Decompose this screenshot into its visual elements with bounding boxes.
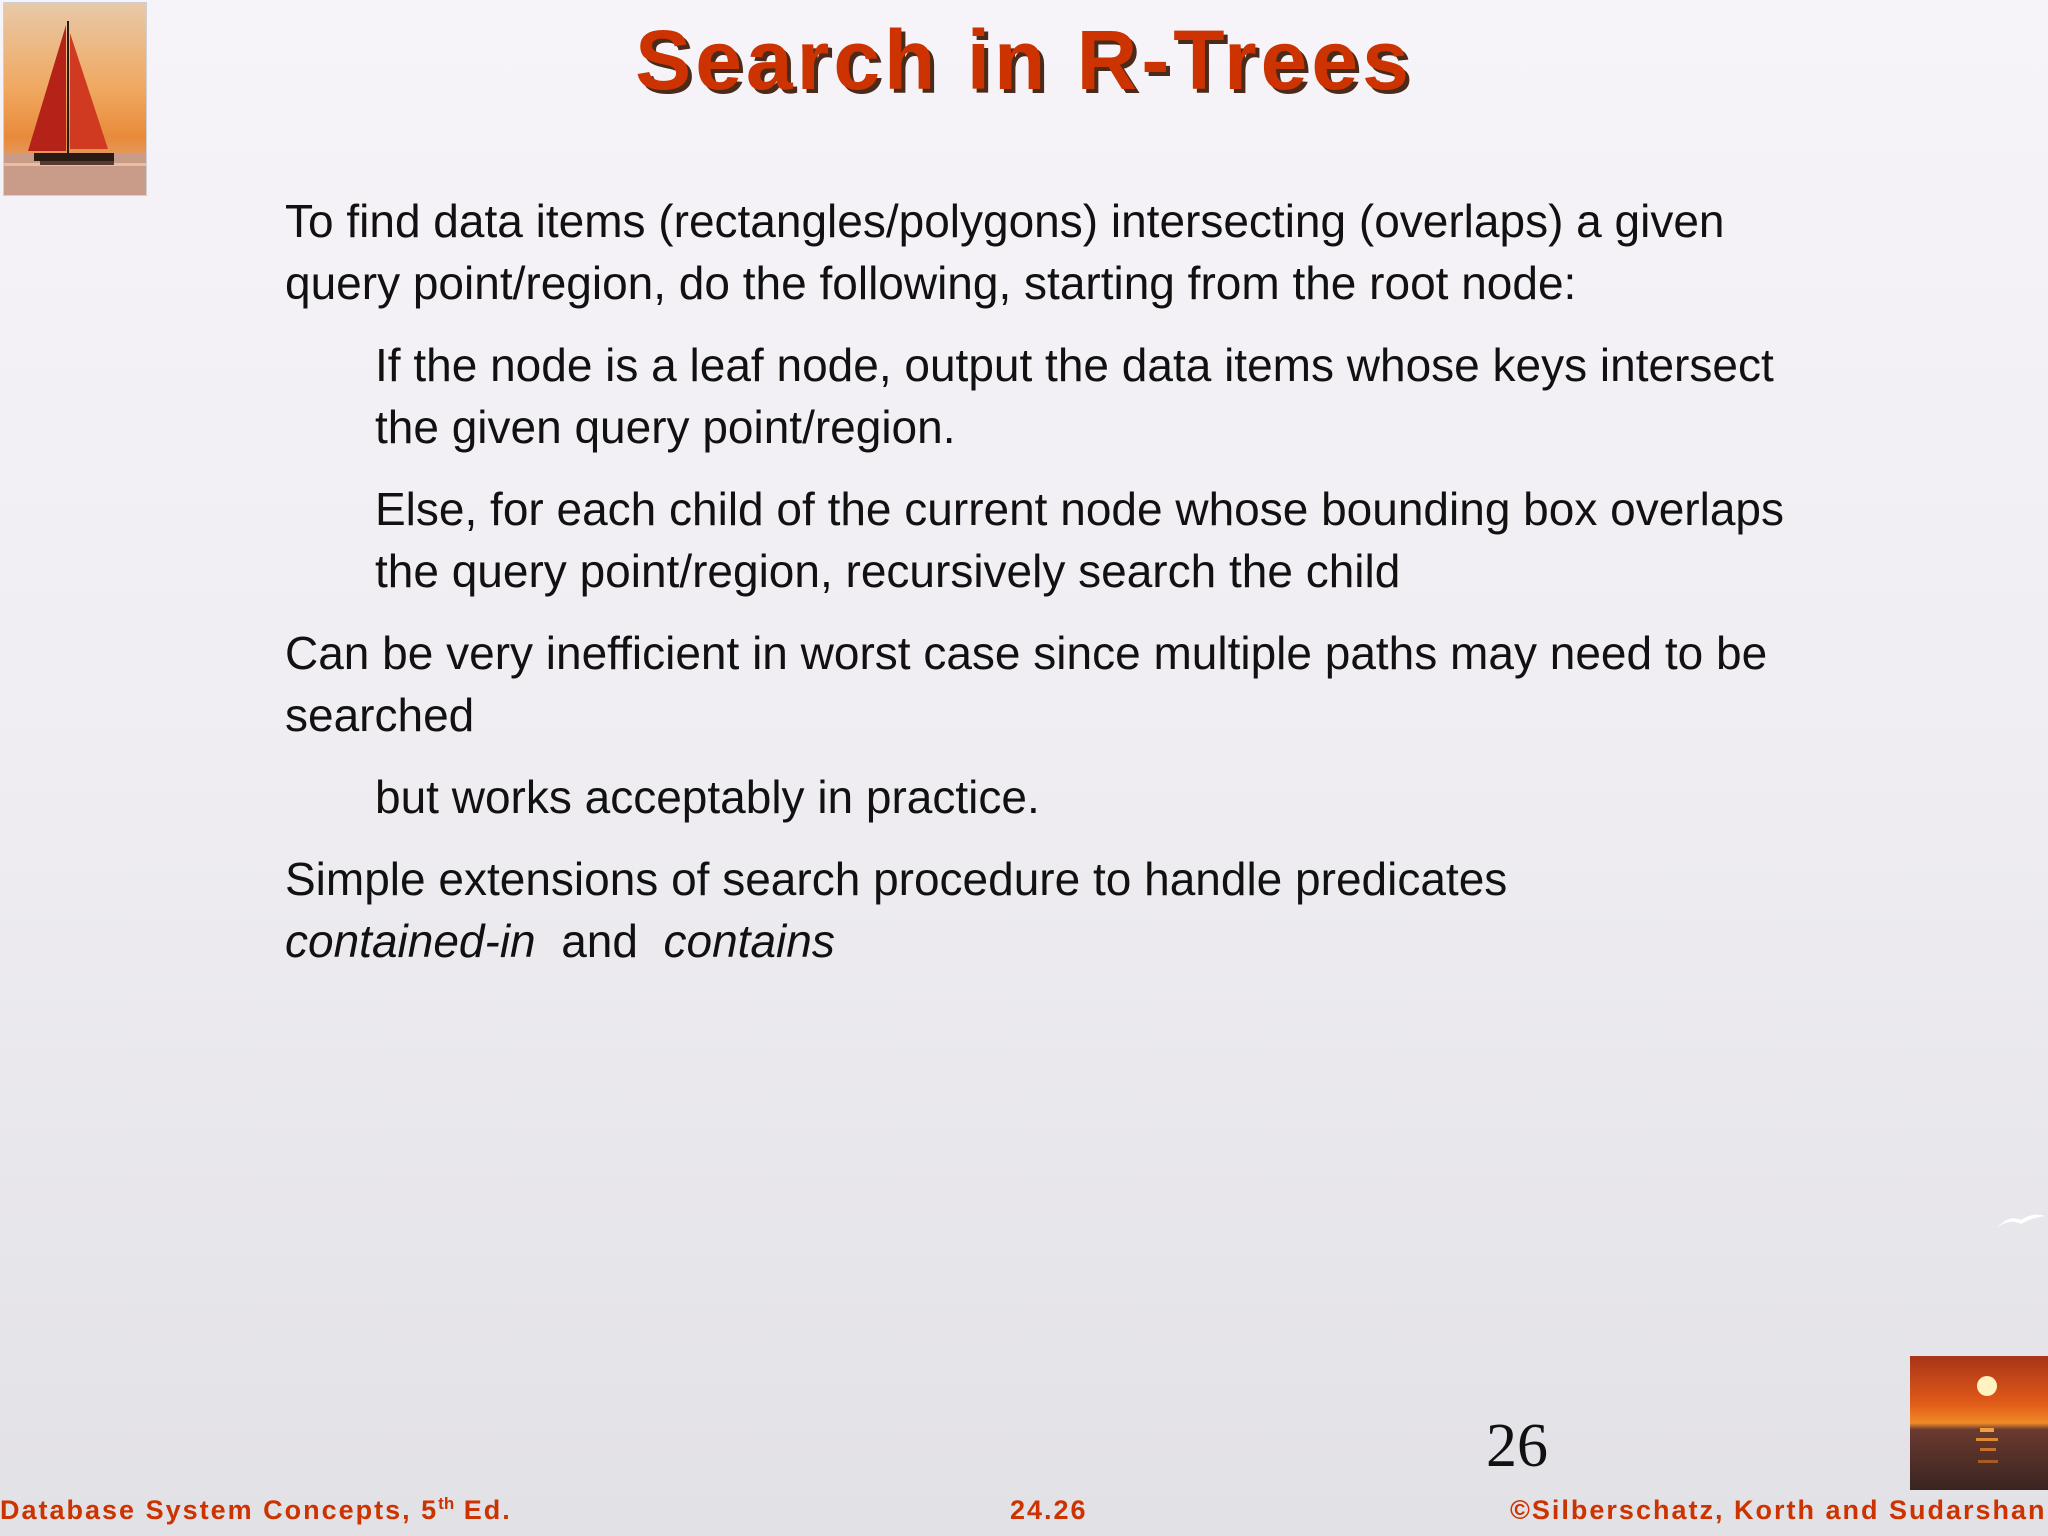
sunset-image: [1910, 1356, 2048, 1490]
footer-book-name: Database System Concepts, 5: [0, 1495, 439, 1525]
slide-number: 26: [1486, 1412, 1548, 1480]
footer-book-title: [0, 1494, 512, 1526]
term-contained-in: contained-in: [285, 915, 536, 967]
sunset-icon: [1910, 1356, 2048, 1490]
footer-copyright: ©Silberschatz, Korth and Sudarshan: [1510, 1495, 2047, 1525]
extensions-point: [285, 848, 1825, 972]
leaf-node-step: If the node is a leaf node, output the data items whose keys intersect the given query point/region.: [375, 339, 1774, 453]
inefficiency-point: Can be very inefficient in worst case since multiple paths may need to be searched: [285, 627, 1768, 741]
extensions-text: Simple extensions of search procedure to handle predicates: [285, 853, 1508, 905]
slide-title: Search in R-Trees: [635, 13, 1413, 107]
and-word: and: [561, 915, 638, 967]
footer-edition-suffix: Ed.: [454, 1495, 512, 1525]
footer-slide-code: 24.26: [1010, 1495, 1088, 1525]
term-contains: contains: [663, 915, 835, 967]
internal-node-step: Else, for each child of the current node whose bounding box overlaps the query point/region, recursively search the child: [375, 483, 1784, 597]
seagull-icon: [1995, 1210, 2047, 1230]
slide-body: [285, 190, 1825, 972]
intro-text: To find data items (rectangles/polygons) intersecting (overlaps) a given query point/region, do the following, starting from the root node:: [285, 195, 1725, 309]
footer-edition-sup: th: [438, 1494, 455, 1513]
practice-note: but works acceptably in practice.: [375, 771, 1040, 823]
